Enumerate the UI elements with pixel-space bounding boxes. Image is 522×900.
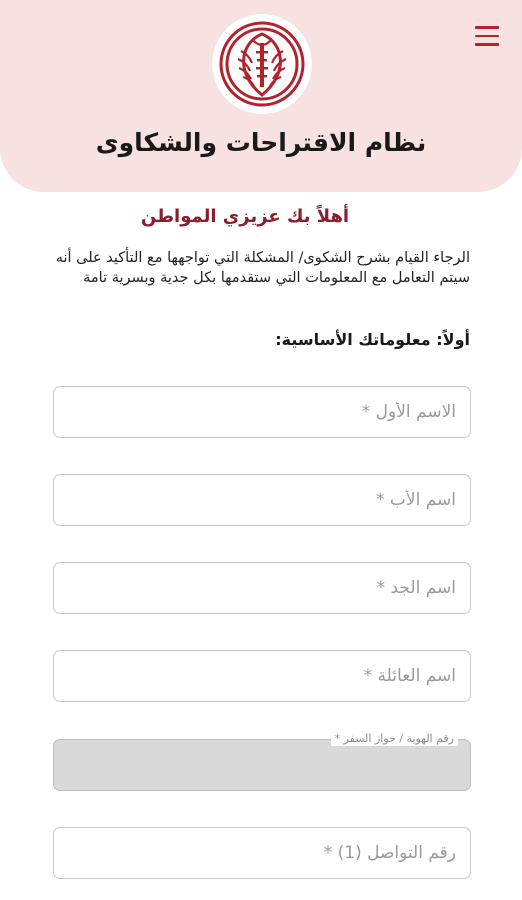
app-header [0,0,522,192]
emblem-logo-icon [212,14,312,114]
id-passport-input[interactable] [54,740,470,790]
family-name-field[interactable] [53,650,471,702]
grandfather-name-field[interactable] [53,562,471,614]
welcome-heading [0,206,522,227]
hamburger-menu-icon[interactable] [475,26,499,46]
contact-number-input[interactable] [54,828,470,878]
contact-number-field[interactable] [53,827,471,879]
family-name-input[interactable] [54,651,470,701]
id-passport-label: رقم الهوية / جواز السفر * [331,732,458,746]
welcome-heading-text: أهلاً بك عزيزي المواطن [140,206,350,227]
first-name-input[interactable] [54,387,470,437]
father-name-field[interactable] [53,474,471,526]
app-title: نظام الاقتراحات والشكاوى [95,128,427,157]
section-title: أولاً: معلوماتك الأساسية: [275,330,470,349]
id-passport-field[interactable] [53,732,471,791]
first-name-field[interactable] [53,386,471,438]
father-name-input[interactable] [54,475,470,525]
intro-text: الرجاء القيام بشرح الشكوى/ المشكلة التي تواجهها مع التأكيد على أنه سيتم التعامل مع المعلومات التي ستقدمها بكل جدية وبسرية تامة [55,250,470,286]
grandfather-name-input[interactable] [54,563,470,613]
